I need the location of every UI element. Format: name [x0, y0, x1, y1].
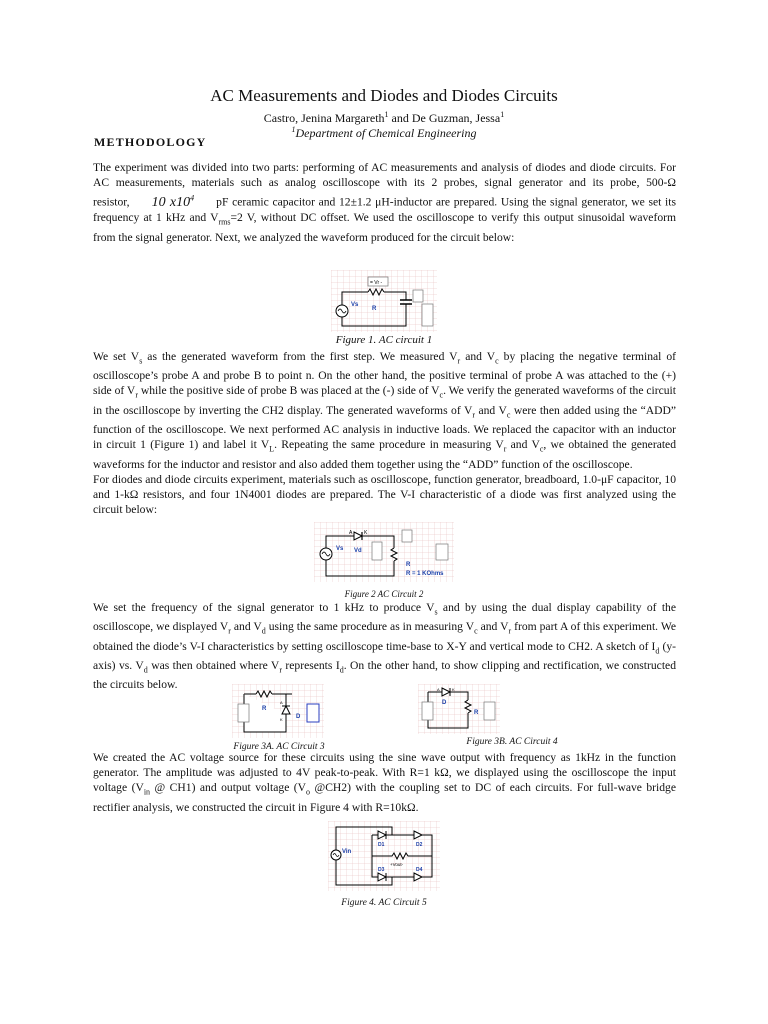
figure-1-caption: Figure 1. AC circuit 1 — [335, 334, 433, 346]
p4-e: and V — [477, 620, 509, 634]
p2-t3: by placing the negative terminal of oscilloscope’s probe A and probe B to point n. On the other hand, the positive terminal of probe A was attached to the (+) side of V — [93, 350, 677, 398]
p2-sub-c: c — [495, 356, 499, 366]
p4-sub-d2: d — [655, 646, 660, 656]
p2-t0: We set V — [93, 350, 140, 363]
fig2-r-label: R — [406, 562, 411, 568]
figure-1-svg — [331, 270, 437, 332]
p2-sub-r4: r — [503, 444, 507, 454]
fig1-meter-label: = Vr - — [370, 280, 383, 286]
fig1-r-label: R — [372, 306, 377, 312]
affiliation: Department of Chemical Engineering — [295, 126, 477, 140]
p4-sub-r3: r — [279, 665, 282, 675]
figure-3a-caption: Figure 3A. AC Circuit 3 — [233, 742, 325, 752]
p2-sub-r3: r — [472, 410, 475, 420]
p2-t1: as the generated waveform from the first step. We measured V — [142, 350, 458, 363]
author-1-sup: 1 — [384, 110, 389, 119]
p4-sub-r: r — [228, 626, 231, 636]
section-heading: METHODOLOGY — [94, 135, 207, 149]
fig2-a-label: A — [349, 530, 353, 536]
fig4-d1-label: D1 — [378, 842, 385, 848]
expr-exponent: 4 — [190, 193, 195, 203]
paragraph-diode-procedure — [93, 600, 676, 692]
fig3a-k-label: K — [280, 717, 283, 722]
p4-g: (y-axis) vs. V — [93, 639, 676, 673]
expr-base: 10 x10 — [151, 195, 191, 211]
fig2-vd-label: Vd — [354, 548, 362, 554]
p2-sub-c4: c — [539, 444, 544, 454]
p4-d: using the same procedure as in measuring V — [265, 620, 475, 634]
paper-title: AC Measurements and Diodes and Diodes Circuits — [210, 86, 558, 105]
p2-sub-r: r — [457, 356, 461, 366]
p5-c: @CH2) with the coupling set to DC of each circuits. For full-wave bridge rectifier analysis, we constructed the circuit in Figure 4 with R=10kΩ. — [93, 781, 676, 814]
p5-sub-o: o — [306, 787, 311, 797]
figure-3a-circuit — [232, 684, 324, 738]
figure-1-circuit — [331, 270, 437, 332]
p1-sub-rms: rms — [218, 217, 231, 227]
figure-4-circuit — [328, 821, 440, 891]
p2-sub-s: s — [139, 356, 143, 366]
figure-2-circuit — [314, 522, 454, 582]
paragraph-ac-procedure — [93, 349, 676, 472]
p1-text-a: The experiment was divided into two parts: performing of AC measurements and analysis of diodes and diode circuits. For AC measurements, materials such as analog oscilloscope with its 2 probes, signal generator and its probe, 500-Ω resistor, — [93, 161, 676, 210]
figure-3b-svg — [418, 684, 500, 734]
fig2-rval-label: R = 1 KOhms — [406, 571, 444, 577]
fig3b-k-label: K — [452, 687, 455, 692]
p4-sub-r2: r — [508, 626, 512, 636]
affiliation-sup: 1 — [291, 125, 296, 134]
p2-t4: while the positive side of probe B was placed at the (-) side of V — [137, 384, 440, 398]
fig4-d2-label: D2 — [416, 842, 423, 848]
p4-i: represents I — [281, 659, 340, 673]
p4-j: . On the other hand, to show clipping and rectification, we constructed the circuits below. — [93, 659, 676, 692]
paragraph-diode-materials: For diodes and diode circuits experiment, materials such as oscilloscope, function generator, breadboard, 1.0-μF capacitor, 10 and 1-kΩ resistors, and four 1N4001 diodes are prepared. The V-I characteristic of a diode was first analyzed using the circuit below: — [93, 473, 676, 517]
figure-3a-svg — [232, 684, 324, 738]
fig3a-d-label: D — [296, 714, 301, 720]
paragraph-intro — [93, 160, 676, 245]
p4-a: We set the frequency of the signal generator to 1 kHz to produce V — [93, 601, 435, 614]
p4-f: from part A of this experiment. We obtained the diode’s V-I characteristics by setting oscilloscope time-base to X-Y and vertical mode to CH2. A sketch of I — [93, 620, 676, 653]
fig2-vs-label: Vs — [336, 546, 344, 552]
fig3b-r-label: R — [474, 710, 479, 716]
figure-3b-circuit — [418, 684, 500, 734]
figure-2-svg — [314, 522, 454, 582]
fig1-vs-label: Vs — [351, 302, 359, 308]
p5-a: We created the AC voltage source for these circuits using the sine wave output with frequency as 1kHz in the function generator. The amplitude was adjusted to 4V peak-to-peak. With R=1 kΩ, we displayed using the oscilloscope the input voltage (V — [93, 751, 676, 795]
p2-t8: . Repeating the same procedure in measuring V — [274, 438, 504, 452]
fig3b-a-label: A — [437, 687, 440, 692]
p2-t5: . We verify the generated waveforms of the circuit in the oscilloscope by inverting the CH2 display. The generated waveforms of V — [93, 384, 676, 417]
figure-3b-caption: Figure 3B. AC Circuit 4 — [466, 737, 558, 747]
p4-h: was then obtained where V — [147, 659, 280, 673]
p2-t7: were then added using the “ADD” function of the oscilloscope. We next performed AC analysis in inductive loads. We replaced the capacitor with an inductor in circuit 1 (Figure 1) and label it V — [93, 403, 676, 452]
p2-sub-c2: c — [439, 390, 444, 400]
fig3a-r-label: R — [262, 706, 267, 712]
p5-sub-in: in — [143, 787, 151, 797]
fig4-d3-label: D3 — [378, 867, 385, 873]
paragraph-clipping-procedure — [93, 750, 676, 815]
p2-t2: and V — [460, 350, 496, 363]
fig4-vin-label: Vin — [342, 849, 352, 855]
author-2: and De Guzman, Jessa — [388, 111, 501, 125]
figure-4-caption: Figure 4. AC Circuit 5 — [341, 898, 427, 908]
author-2-sup: 1 — [500, 110, 505, 119]
p4-sub-d4: d — [339, 665, 344, 675]
p2-t9: and V — [506, 438, 540, 452]
fig3b-d-label: D — [442, 700, 447, 706]
p1-text-c: =2 V, without DC offset. We used the oscilloscope to verify this output sinusoidal waveform from the signal generator. Next, we analyzed the waveform produced for the circuit below: — [93, 211, 676, 244]
fig4-d4-label: D4 — [416, 867, 423, 873]
figure-4-svg — [328, 821, 440, 891]
p4-sub-c: c — [474, 626, 478, 636]
p2-t10: , we obtained the generated waveforms for the inductor and resistor and also added them together using the “ADD” function of the oscilloscope. — [93, 438, 677, 471]
figure-2-caption: Figure 2 AC Circuit 2 — [344, 589, 424, 599]
p2-sub-r2: r — [135, 390, 138, 400]
capacitance-expression — [152, 195, 195, 210]
fig2-k-label: K — [364, 530, 368, 536]
fig3a-a-label: A — [280, 700, 283, 705]
fig4-vout-label: +Vout- — [390, 862, 404, 867]
p4-sub-s: s — [434, 607, 438, 617]
p5-b: @ CH1) and output voltage (V — [150, 781, 307, 795]
p4-sub-d3: d — [143, 665, 148, 675]
p1-text-b: pF ceramic capacitor and 12±1.2 μH-inductor are prepared. Using the signal generator, we set its frequency at 1 kHz and V — [93, 196, 677, 225]
p2-sub-c3: c — [506, 410, 511, 420]
p2-sub-l: L — [269, 444, 275, 454]
p2-t6: and V — [475, 403, 507, 417]
p4-sub-d: d — [261, 626, 266, 636]
author-1: Castro, Jenina Margareth — [263, 111, 385, 125]
p4-c: and V — [230, 620, 262, 634]
p4-b: and by using the dual display capability of the oscilloscope, we displayed V — [93, 601, 676, 634]
